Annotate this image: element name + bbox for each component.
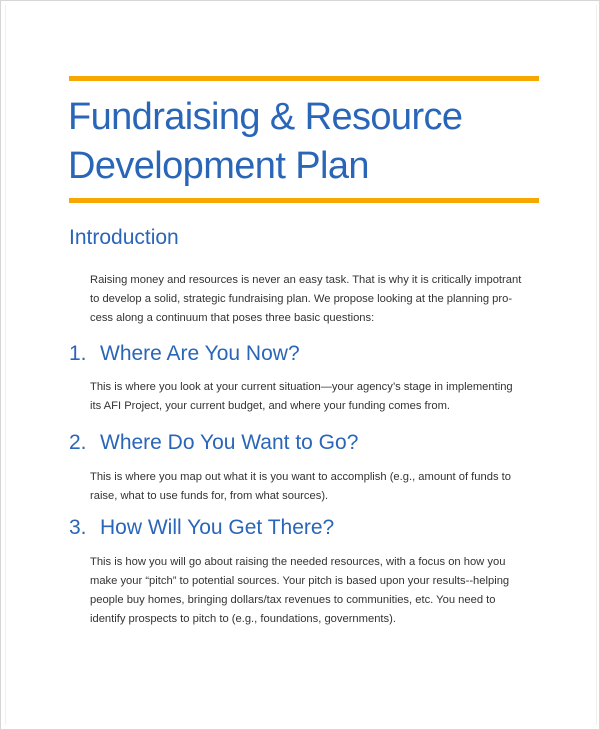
section-3-heading	[69, 515, 334, 541]
section-2-heading	[69, 430, 358, 456]
title-rule-top	[69, 76, 539, 81]
paragraph-line: make your “pitch” to potential sources. Your pitch is based upon your results--helping	[90, 575, 510, 587]
paragraph-line: its AFI Project, your current budget, and where your funding comes from.	[90, 400, 451, 412]
paragraph-line: This is how you will go about raising the needed resources, with a focus on how you	[90, 556, 506, 568]
section-title: How Will You Get There?	[100, 516, 335, 539]
paragraph-line: raise, what to use funds for, from what sources).	[90, 490, 329, 502]
document-title-line-2: Development Plan	[68, 145, 369, 187]
section-number: 2.	[69, 431, 87, 454]
section-title: Where Do You Want to Go?	[100, 431, 359, 454]
section-2-paragraph	[90, 468, 540, 506]
section-1-paragraph	[90, 378, 540, 416]
section-title: Where Are You Now?	[100, 342, 300, 365]
paragraph-line: cess along a continuum that poses three basic questions:	[90, 312, 375, 324]
section-number: 1.	[69, 342, 87, 365]
paragraph-line: Raising money and resources is never an easy task. That is why it is critically impotrant	[90, 274, 522, 286]
paragraph-line: This is where you look at your current situation—your agency’s stage in implementing	[90, 381, 513, 393]
document-title	[68, 93, 462, 191]
section-1-heading	[69, 341, 300, 367]
introduction-paragraph	[90, 271, 540, 328]
paragraph-line: identify prospects to pitch to (e.g., foundations, governments).	[90, 613, 396, 625]
introduction-heading: Introduction	[69, 226, 179, 249]
paragraph-line: This is where you map out what it is you want to accomplish (e.g., amount of funds to	[90, 471, 511, 483]
paragraph-line: people buy homes, bringing dollars/tax revenues to communities, etc. You need to	[90, 594, 496, 606]
title-rule-bottom	[69, 198, 539, 203]
document-title-line-1: Fundraising & Resource	[68, 96, 463, 138]
paragraph-line: to develop a solid, strategic fundraising plan. We propose looking at the planning pro-	[90, 293, 513, 305]
section-3-paragraph	[90, 553, 540, 629]
section-number: 3.	[69, 516, 87, 539]
